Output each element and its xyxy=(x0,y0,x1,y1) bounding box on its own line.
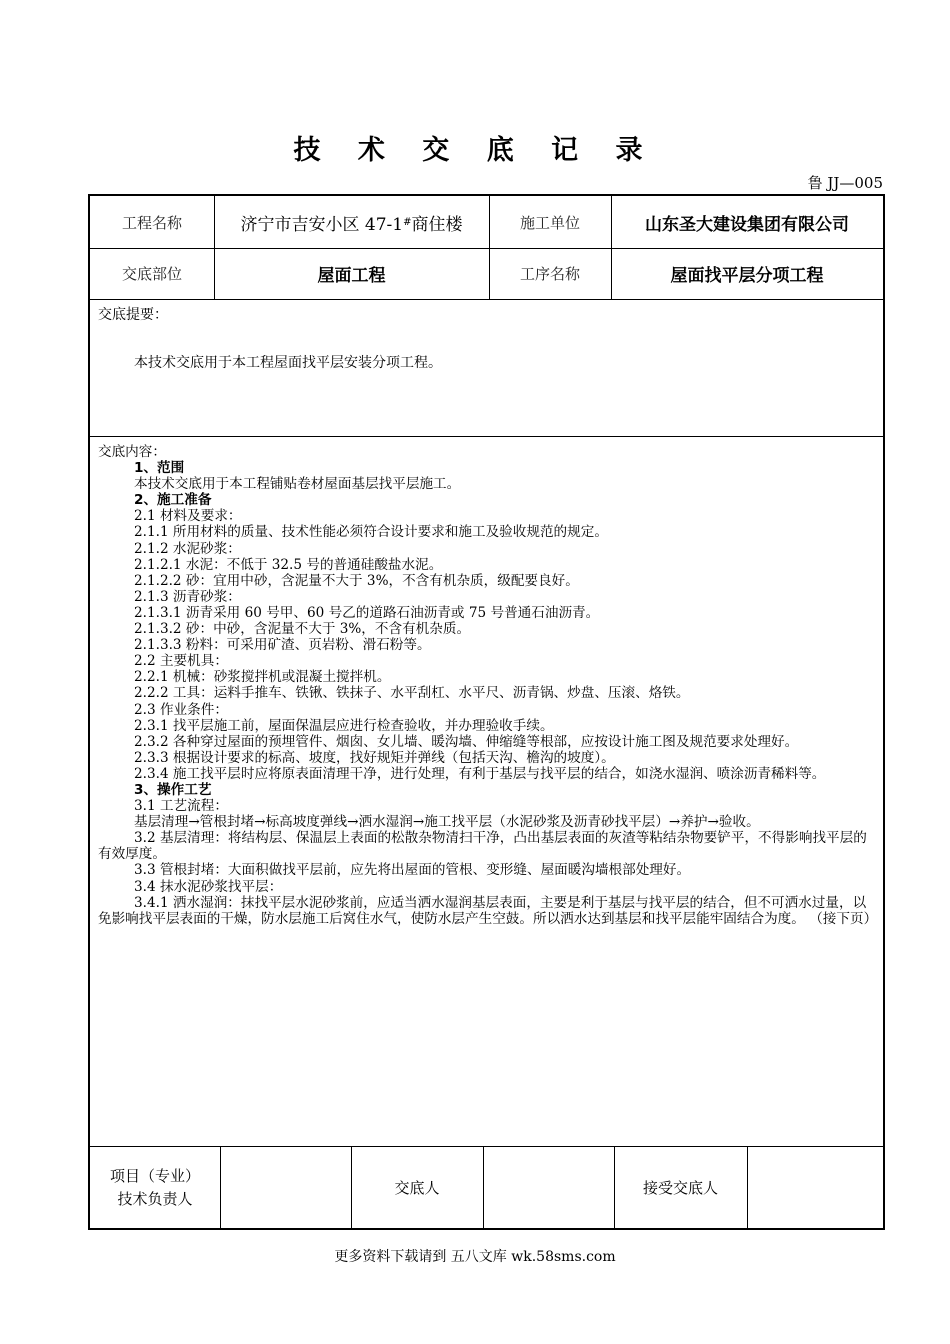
content-line: 2.3 作业条件： xyxy=(134,701,228,718)
content-line: 2.1.3.3 粉料：可采用矿渣、页岩粉、滑石粉等。 xyxy=(134,637,431,654)
content-heading: 1、范围 xyxy=(134,460,185,477)
document-code: 鲁 JJ—005 xyxy=(807,174,883,192)
record-form xyxy=(88,194,885,1230)
project-name-value xyxy=(214,196,489,248)
content-line: 2.3.1 找平层施工前，屋面保温层应进行检查验收，并办理验收手续。 xyxy=(134,717,554,734)
content-line: 3.2 基层清理：将结构层、保温层上表面的松散杂物清扫干净，凸出基层表面的灰渣等粘结杂物要铲平，不得影响找平层的有效厚度。 xyxy=(98,830,867,863)
content-heading: 3、操作工艺 xyxy=(134,781,212,798)
content-line: 2.3.3 根据设计要求的标高、坡度，找好规矩并弹线（包括天沟、檐沟的坡度）。 xyxy=(134,749,615,766)
discloser-label: 交底人 xyxy=(394,1178,440,1197)
project-name-text: 济宁市吉安小区 47-1 xyxy=(240,214,404,235)
discloser-signature-field[interactable] xyxy=(483,1146,614,1230)
construction-unit-value: 山东圣大建设集团有限公司 xyxy=(645,214,849,235)
content-line: 3.3 管根封堵：大面积做找平层前，应先将出屋面的管根、变形缝、屋面暖沟墙根部处理好。 xyxy=(134,862,691,879)
content-line: 2.1.3.1 沥青采用 60 号甲、60 号乙的道路石油沥青或 75 号普通石油沥青。 xyxy=(134,604,600,621)
receiver-signature-field[interactable] xyxy=(747,1146,883,1230)
content-line: 2.2.1 机械：砂浆搅拌机或混凝土搅拌机。 xyxy=(134,669,391,686)
content-lines xyxy=(98,460,878,927)
tech-lead-label xyxy=(90,1146,220,1230)
footer-link[interactable]: 更多资料下载请到 五八文库 wk.58sms.com xyxy=(334,1249,616,1265)
summary-label: 交底提要： xyxy=(98,307,168,323)
receiver-label: 接受交底人 xyxy=(642,1178,718,1197)
content-line: 2.1.2 水泥砂浆： xyxy=(134,540,241,557)
project-name-suffix: 商住楼 xyxy=(411,214,463,235)
content-line: 2.3.2 各种穿过屋面的预埋管件、烟囱、女儿墙、暖沟墙、伸缩缝等根部，应按设计施工图及规范要求处理好。 xyxy=(134,733,799,750)
construction-unit-label: 施工单位 xyxy=(519,213,580,232)
content-line: 2.3.4 施工找平层时应将原表面清理干净，进行处理，有利于基层与找平层的结合，如浇水湿润、喷涂沥青稀料等。 xyxy=(134,765,826,782)
content-line: 2.2 主要机具： xyxy=(134,653,228,670)
project-name-sup: # xyxy=(403,216,412,228)
disclosure-part-label: 交底部位 xyxy=(121,265,182,283)
row-divider xyxy=(90,299,883,300)
content-line: 2.2.2 工具：运料手推车、铁锹、铁抹子、水平刮杠、水平尺、沥青锅、炒盘、压滚、烙铁。 xyxy=(134,685,690,702)
content-heading: 2、施工准备 xyxy=(134,492,212,509)
content-line: 2.1.3 沥青砂浆： xyxy=(134,588,241,605)
content-line: 2.1.1 所用材料的质量、技术性能必须符合设计要求和施工及验收规范的规定。 xyxy=(134,524,608,541)
content-line: 2.1 材料及要求： xyxy=(134,508,242,525)
content-line: 3.4 抹水泥砂浆找平层： xyxy=(134,878,283,895)
document-title: 技 术 交 底 记 录 xyxy=(293,135,657,166)
content-label: 交底内容： xyxy=(98,444,166,460)
row-divider xyxy=(90,436,883,437)
content-line: 本技术交底用于本工程铺贴卷材屋面基层找平层施工。 xyxy=(134,476,461,493)
project-name-label: 工程名称 xyxy=(121,213,182,232)
content-line: 2.1.2.2 砂：宜用中砂，含泥量不大于 3%，不含有机杂质，级配要良好。 xyxy=(134,572,579,589)
summary-text: 本技术交底用于本工程屋面找平层安装分项工程。 xyxy=(134,355,442,371)
content-line: 基层清理→管根封堵→标高坡度弹线→洒水湿润→施工找平层（水泥砂浆及沥青砂找平层）→养护→验收。 xyxy=(134,814,760,831)
content-line: 3.1 工艺流程： xyxy=(134,798,228,815)
disclosure-part-value: 屋面工程 xyxy=(317,266,386,286)
process-name-label: 工序名称 xyxy=(519,265,580,283)
tech-lead-signature-field[interactable] xyxy=(220,1146,351,1230)
content-line: 2.1.2.1 水泥：不低于 32.5 号的普通硅酸盐水泥。 xyxy=(134,556,443,573)
process-name-value: 屋面找平层分项工程 xyxy=(670,266,824,286)
content-line: 2.1.3.2 砂：中砂，含泥量不大于 3%，不含有机杂质。 xyxy=(134,621,471,638)
tech-lead-label-line1: 项目（专业） xyxy=(109,1167,200,1185)
tech-lead-label-line2: 技术负责人 xyxy=(117,1190,193,1208)
content-line: 3.4.1 洒水湿润：抹找平层水泥砂浆前，应适当洒水湿润基层表面，主要是利于基层与找平层的结合，但不可洒水过量，以免影响找平层表面的干燥，防水层施工后窝住水气，使防水层产生空鼓。所以洒水达到基层和找平层能牢固结合为度。 （接下页） xyxy=(98,894,878,927)
content-section xyxy=(98,444,878,927)
